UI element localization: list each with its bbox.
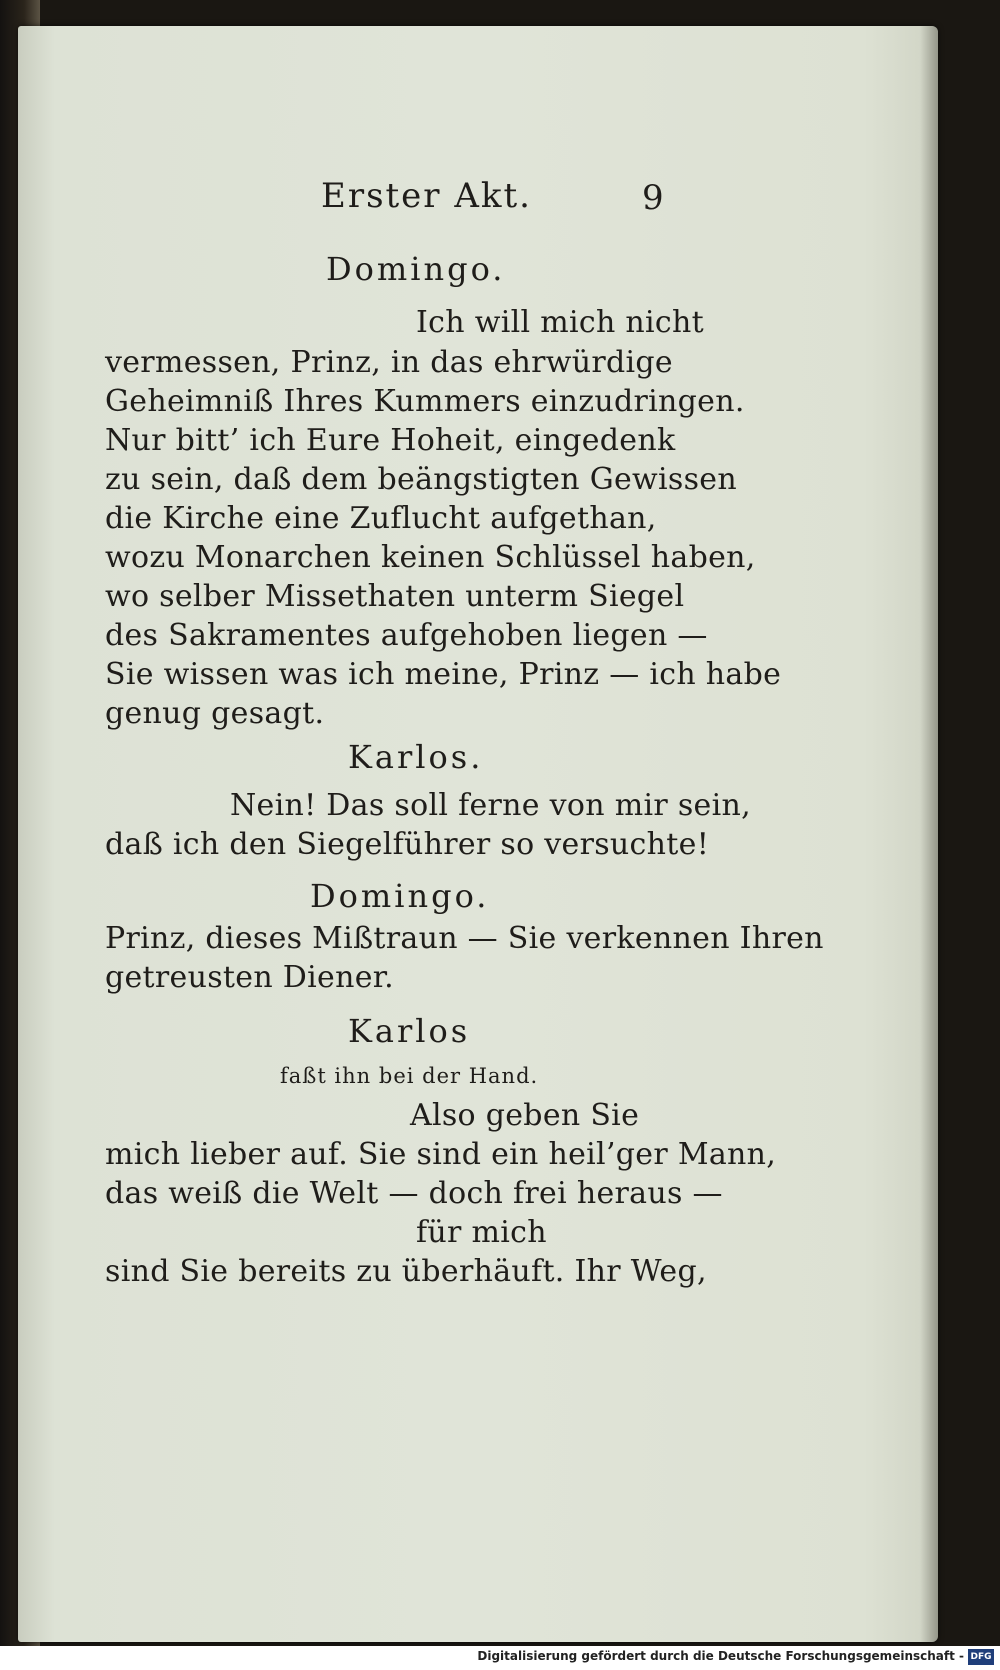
- verse-line: des Sakramentes aufgehoben liegen —: [105, 618, 708, 653]
- speaker-heading: Domingo.: [326, 250, 506, 288]
- speaker-heading: Karlos.: [348, 738, 484, 776]
- running-title: Erster Akt.: [321, 176, 532, 216]
- book-page: [18, 26, 938, 1642]
- verse-line: die Kirche eine Zuflucht aufgethan,: [105, 501, 657, 536]
- verse-line: Ich will mich nicht: [416, 305, 705, 340]
- speaker-heading: Domingo.: [310, 877, 490, 915]
- verse-line: wozu Monarchen keinen Schlüssel haben,: [105, 540, 756, 575]
- verse-line: wo selber Missethaten unterm Siegel: [105, 579, 685, 614]
- verse-line: Sie wissen was ich meine, Prinz — ich habe: [105, 657, 782, 692]
- verse-line: sind Sie bereits zu überhäuft. Ihr Weg,: [105, 1254, 707, 1289]
- verse-line: für mich: [416, 1215, 547, 1250]
- speaker-heading: Karlos: [348, 1012, 471, 1050]
- digitization-footer: [0, 1646, 1000, 1670]
- verse-line: das weiß die Welt — doch frei heraus —: [105, 1176, 723, 1211]
- stage-direction: faßt ihn bei der Hand.: [280, 1064, 539, 1088]
- dfg-logo-icon: DFG: [968, 1649, 994, 1665]
- verse-line: Also geben Sie: [410, 1098, 640, 1133]
- verse-line: getreusten Diener.: [105, 960, 394, 995]
- verse-line: daß ich den Siegelführer so versuchte!: [105, 827, 710, 862]
- page-number: 9: [642, 178, 664, 218]
- page-edge-shadow: [920, 26, 938, 1642]
- verse-line: mich lieber auf. Sie sind ein heil’ger Mann,: [105, 1137, 777, 1172]
- verse-line: genug gesagt.: [105, 696, 325, 731]
- verse-line: Nein! Das soll ferne von mir sein,: [230, 788, 751, 823]
- verse-line: Prinz, dieses Mißtraun — Sie verkennen Ihren: [105, 921, 824, 956]
- verse-line: zu sein, daß dem beängstigten Gewissen: [105, 462, 737, 497]
- verse-line: Geheimniß Ihres Kummers einzudringen.: [105, 384, 745, 419]
- verse-line: vermessen, Prinz, in das ehrwürdige: [105, 345, 673, 380]
- funding-credit: Digitalisierung gefördert durch die Deutsche Forschungsgemeinschaft -: [477, 1649, 964, 1663]
- verse-line: Nur bitt’ ich Eure Hoheit, eingedenk: [105, 423, 676, 458]
